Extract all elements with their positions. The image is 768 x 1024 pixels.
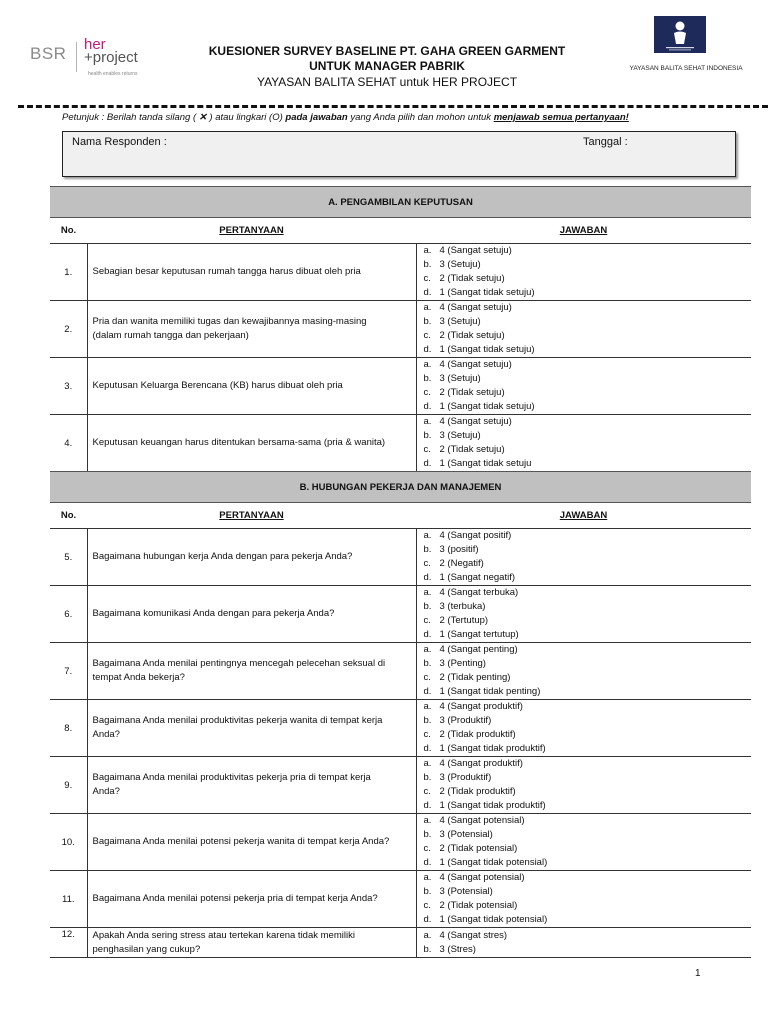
logo-tagline: health enables returns [88,71,138,77]
answer-option[interactable] [424,429,752,443]
answer-option[interactable] [424,529,752,543]
answer-options [416,700,751,757]
option-letter: a. [423,758,432,769]
question-row [50,871,751,928]
option-text: 2 (Tidak setuju) [439,444,505,455]
question-number: 11. [50,871,87,928]
option-letter: b. [423,316,432,327]
column-no: No. [50,503,87,529]
question-number: 4. [50,415,87,472]
section-a-table [50,186,751,472]
option-text: 4 (Sangat setuju) [439,359,512,370]
answer-option[interactable] [424,586,752,600]
option-text: 4 (Sangat penting) [439,644,518,655]
answer-option[interactable] [424,415,752,429]
answer-option[interactable] [424,728,752,742]
option-text: 4 (Sangat setuju) [439,416,512,427]
option-text: 1 (Sangat tertutup) [439,629,519,640]
question-number: 10. [50,814,87,871]
option-text: 4 (Sangat setuju) [439,245,512,256]
answer-option[interactable] [424,614,752,628]
answer-option[interactable] [424,913,752,927]
project-text: +project [84,49,138,66]
question-text: Bagaimana Anda menilai produktivitas pekerja wanita di tempat kerja Anda? [87,700,416,757]
instruction-part-3: pada jawaban [285,112,348,123]
option-text: 4 (Sangat produktif) [439,701,523,712]
title-line-2: UNTUK MANAGER PABRIK [309,59,465,73]
option-letter: b. [423,259,432,270]
option-text: 4 (Sangat setuju) [439,302,512,313]
option-letter: c. [423,387,431,398]
page-number: 1 [695,968,701,979]
section-a-header [50,187,751,218]
answer-option[interactable] [424,543,752,557]
question-text: Bagaimana Anda menilai pentingnya mencegah pelecehan seksual di tempat Anda bekerja? [87,643,416,700]
answer-option[interactable] [424,258,752,272]
respondent-date-label: Tanggal : [583,136,628,148]
answer-options [416,928,751,958]
option-text: 4 (Sangat stres) [439,929,508,941]
question-number: 8. [50,700,87,757]
question-text: Pria dan wanita memiliki tugas dan kewajibannya masing-masing (dalam rumah tangga dan pekerjaan) [87,301,416,358]
instruction-part-4: yang Anda pilih dan mohon untuk [350,112,492,123]
question-row [50,529,751,586]
option-letter: b. [423,715,432,726]
answer-option[interactable] [424,343,752,357]
answer-option[interactable] [424,814,752,828]
logo-divider [76,42,77,72]
option-letter: d. [423,458,432,469]
option-letter: b. [423,829,432,840]
option-letter: c. [423,273,431,284]
option-letter: c. [423,729,431,740]
option-text: 2 (Negatif) [439,558,484,569]
option-letter: b. [423,658,432,669]
answer-option[interactable] [424,685,752,699]
option-text: 3 (terbuka) [439,601,486,612]
answer-option[interactable] [424,714,752,728]
answer-options [416,358,751,415]
answer-option[interactable] [424,771,752,785]
option-letter: c. [423,900,431,911]
answer-option[interactable] [424,358,752,372]
answer-option[interactable] [424,742,752,756]
question-text: Keputusan keuangan harus ditentukan bersama-sama (pria & wanita) [87,415,416,472]
her-project-logo-text [84,38,138,64]
question-row [50,415,751,472]
answer-option[interactable] [424,457,752,471]
document-title-block [180,44,594,90]
answer-option[interactable] [424,871,752,885]
cross-mark-icon: ✕ [198,112,207,123]
instruction-text [62,112,742,123]
answer-options [416,415,751,472]
option-text: 2 (Tidak potensial) [439,843,518,854]
column-question: PERTANYAAN [87,503,416,529]
option-text: 3 (Produktif) [439,715,492,726]
option-text: 3 (Penting) [439,658,486,669]
title-line-1: KUESIONER SURVEY BASELINE PT. GAHA GREEN GARMENT [208,44,566,58]
option-letter: a. [423,644,432,655]
option-letter: d. [423,914,432,925]
answer-option[interactable] [424,244,752,258]
option-letter: c. [423,786,431,797]
answer-options [416,301,751,358]
answer-option[interactable] [424,799,752,813]
option-letter: b. [423,601,432,612]
option-text: 1 (Sangat tidak setuju [439,458,532,469]
answer-option[interactable] [424,600,752,614]
option-text: 2 (Tidak produktif) [439,786,516,797]
answer-option[interactable] [424,386,752,400]
column-no: No. [50,218,87,244]
question-row [50,586,751,643]
option-letter: d. [423,629,432,640]
option-text: 1 (Sangat tidak setuju) [439,401,535,412]
bsr-logo-text: BSR [30,44,67,63]
option-text: 2 (Tertutup) [439,615,489,626]
question-number: 2. [50,301,87,358]
section-b-header [50,472,751,503]
question-number: 7. [50,643,87,700]
title-line-3: YAYASAN BALITA SEHAT untuk HER PROJECT [256,75,518,89]
option-letter: d. [423,401,432,412]
respondent-name-label: Nama Responden : [72,136,167,148]
column-header-row [50,218,751,244]
answer-options [416,643,751,700]
option-text: 2 (Tidak penting) [439,672,511,683]
option-letter: c. [423,444,431,455]
option-text: 3 (Produktif) [439,772,492,783]
question-text: Bagaimana hubungan kerja Anda dengan para pekerja Anda? [87,529,416,586]
option-letter: b. [423,772,432,783]
answer-options [416,757,751,814]
question-row [50,928,751,958]
answer-option[interactable] [424,643,752,657]
column-answer: JAWABAN [416,503,751,529]
question-row [50,244,751,301]
answer-option[interactable] [424,757,752,771]
question-number: 12. [50,928,87,958]
option-text: 3 (Potensial) [439,886,493,897]
question-text: Sebagian besar keputusan rumah tangga harus dibuat oleh pria [87,244,416,301]
option-text: 1 (Sangat tidak potensial) [439,914,548,925]
option-letter: c. [423,672,431,683]
yayasan-logo-emblem-icon [654,16,706,53]
option-text: 3 (Setuju) [439,430,481,441]
question-number: 6. [50,586,87,643]
answer-option[interactable] [424,628,752,642]
question-text: Bagaimana Anda menilai potensi pekerja pria di tempat kerja Anda? [87,871,416,928]
option-text: 2 (Tidak potensial) [439,900,518,911]
option-letter: d. [423,743,432,754]
question-row [50,301,751,358]
option-letter: d. [423,572,432,583]
option-letter: a. [423,929,432,941]
answer-option[interactable] [424,329,752,343]
option-text: 1 (Sangat tidak penting) [439,686,541,697]
section-title: A. PENGAMBILAN KEPUTUSAN [50,187,751,218]
answer-option[interactable] [424,557,752,571]
option-text: 2 (Tidak produktif) [439,729,516,740]
option-letter: a. [423,872,432,883]
answer-option[interactable] [424,657,752,671]
option-letter: c. [423,330,431,341]
option-text: 1 (Sangat tidak produktif) [439,743,546,754]
answer-options [416,244,751,301]
question-text: Apakah Anda sering stress atau tertekan karena tidak memiliki penghasilan yang cukup? [87,928,416,958]
question-number: 3. [50,358,87,415]
answer-option[interactable] [424,885,752,899]
option-text: 4 (Sangat potensial) [439,872,525,883]
option-letter: a. [423,359,432,370]
bsr-her-project-logo [30,36,180,82]
option-letter: a. [423,302,432,313]
option-text: 1 (Sangat tidak setuju) [439,344,535,355]
option-letter: d. [423,344,432,355]
option-text: 3 (Stres) [439,943,476,955]
option-text: 2 (Tidak setuju) [439,387,505,398]
option-letter: d. [423,857,432,868]
option-text: 2 (Tidak setuju) [439,273,505,284]
answer-option[interactable] [424,571,752,585]
option-text: 1 (Sangat negatif) [439,572,516,583]
answer-options [416,814,751,871]
question-text: Keputusan Keluarga Berencana (KB) harus dibuat oleh pria [87,358,416,415]
column-header-row [50,503,751,529]
answer-option[interactable] [424,842,752,856]
answer-option[interactable] [424,315,752,329]
option-letter: b. [423,430,432,441]
answer-option[interactable] [424,301,752,315]
option-letter: a. [423,245,432,256]
answer-option[interactable] [424,943,752,957]
answer-options [416,871,751,928]
option-text: 4 (Sangat potensial) [439,815,525,826]
option-text: 4 (Sangat produktif) [439,758,523,769]
option-text: 3 (Setuju) [439,373,481,384]
option-text: 3 (Setuju) [439,316,481,327]
option-text: 4 (Sangat positif) [439,530,512,541]
question-row [50,358,751,415]
page-header [0,0,768,104]
question-number: 5. [50,529,87,586]
header-dashed-divider [18,105,768,108]
option-letter: a. [423,416,432,427]
question-text: Bagaimana Anda menilai produktivitas pekerja pria di tempat kerja Anda? [87,757,416,814]
yayasan-logo [622,16,750,76]
instruction-part-2: ) atau lingkari (O) [209,112,283,123]
answer-option[interactable] [424,785,752,799]
option-text: 3 (Setuju) [439,259,481,270]
option-letter: b. [423,886,432,897]
option-text: 3 (positif) [439,544,479,555]
option-letter: c. [423,843,431,854]
answer-option[interactable] [424,671,752,685]
section-title: B. HUBUNGAN PEKERJA DAN MANAJEMEN [50,472,751,503]
respondent-info-box[interactable] [62,131,736,177]
option-text: 1 (Sangat tidak potensial) [439,857,548,868]
option-letter: b. [423,943,432,955]
question-row [50,643,751,700]
person-emblem-icon [654,16,706,53]
option-letter: a. [423,530,432,541]
option-letter: a. [423,587,432,598]
question-row [50,757,751,814]
option-letter: a. [423,815,432,826]
answer-option[interactable] [424,700,752,714]
column-answer: JAWABAN [416,218,751,244]
answer-option[interactable] [424,372,752,386]
answer-options [416,586,751,643]
option-text: 1 (Sangat tidak setuju) [439,287,535,298]
option-letter: c. [423,558,431,569]
answer-option[interactable] [424,929,752,943]
instruction-part-5: menjawab semua pertanyaan! [493,112,629,123]
option-text: 2 (Tidak setuju) [439,330,505,341]
option-letter: d. [423,686,432,697]
answer-option[interactable] [424,899,752,913]
question-row [50,700,751,757]
question-number: 1. [50,244,87,301]
yayasan-logo-caption: YAYASAN BALITA SEHAT INDONESIA [629,65,743,72]
option-text: 3 (Potensial) [439,829,493,840]
question-row [50,814,751,871]
question-text: Bagaimana komunikasi Anda dengan para pekerja Anda? [87,586,416,643]
option-text: 1 (Sangat tidak produktif) [439,800,546,811]
option-letter: b. [423,544,432,555]
section-b-table [50,471,751,958]
answer-options [416,529,751,586]
answer-option[interactable] [424,286,752,300]
option-letter: d. [423,287,432,298]
question-number: 9. [50,757,87,814]
answer-option[interactable] [424,828,752,842]
option-text: 4 (Sangat terbuka) [439,587,519,598]
column-question: PERTANYAAN [87,218,416,244]
answer-option[interactable] [424,443,752,457]
answer-option[interactable] [424,272,752,286]
answer-option[interactable] [424,400,752,414]
option-letter: b. [423,373,432,384]
answer-option[interactable] [424,856,752,870]
option-letter: d. [423,800,432,811]
instruction-part-1: Petunjuk : Berilah tanda silang ( [62,112,197,123]
question-text: Bagaimana Anda menilai potensi pekerja wanita di tempat kerja Anda? [87,814,416,871]
option-letter: c. [423,615,431,626]
option-letter: a. [423,701,432,712]
her-text: her [84,36,106,53]
